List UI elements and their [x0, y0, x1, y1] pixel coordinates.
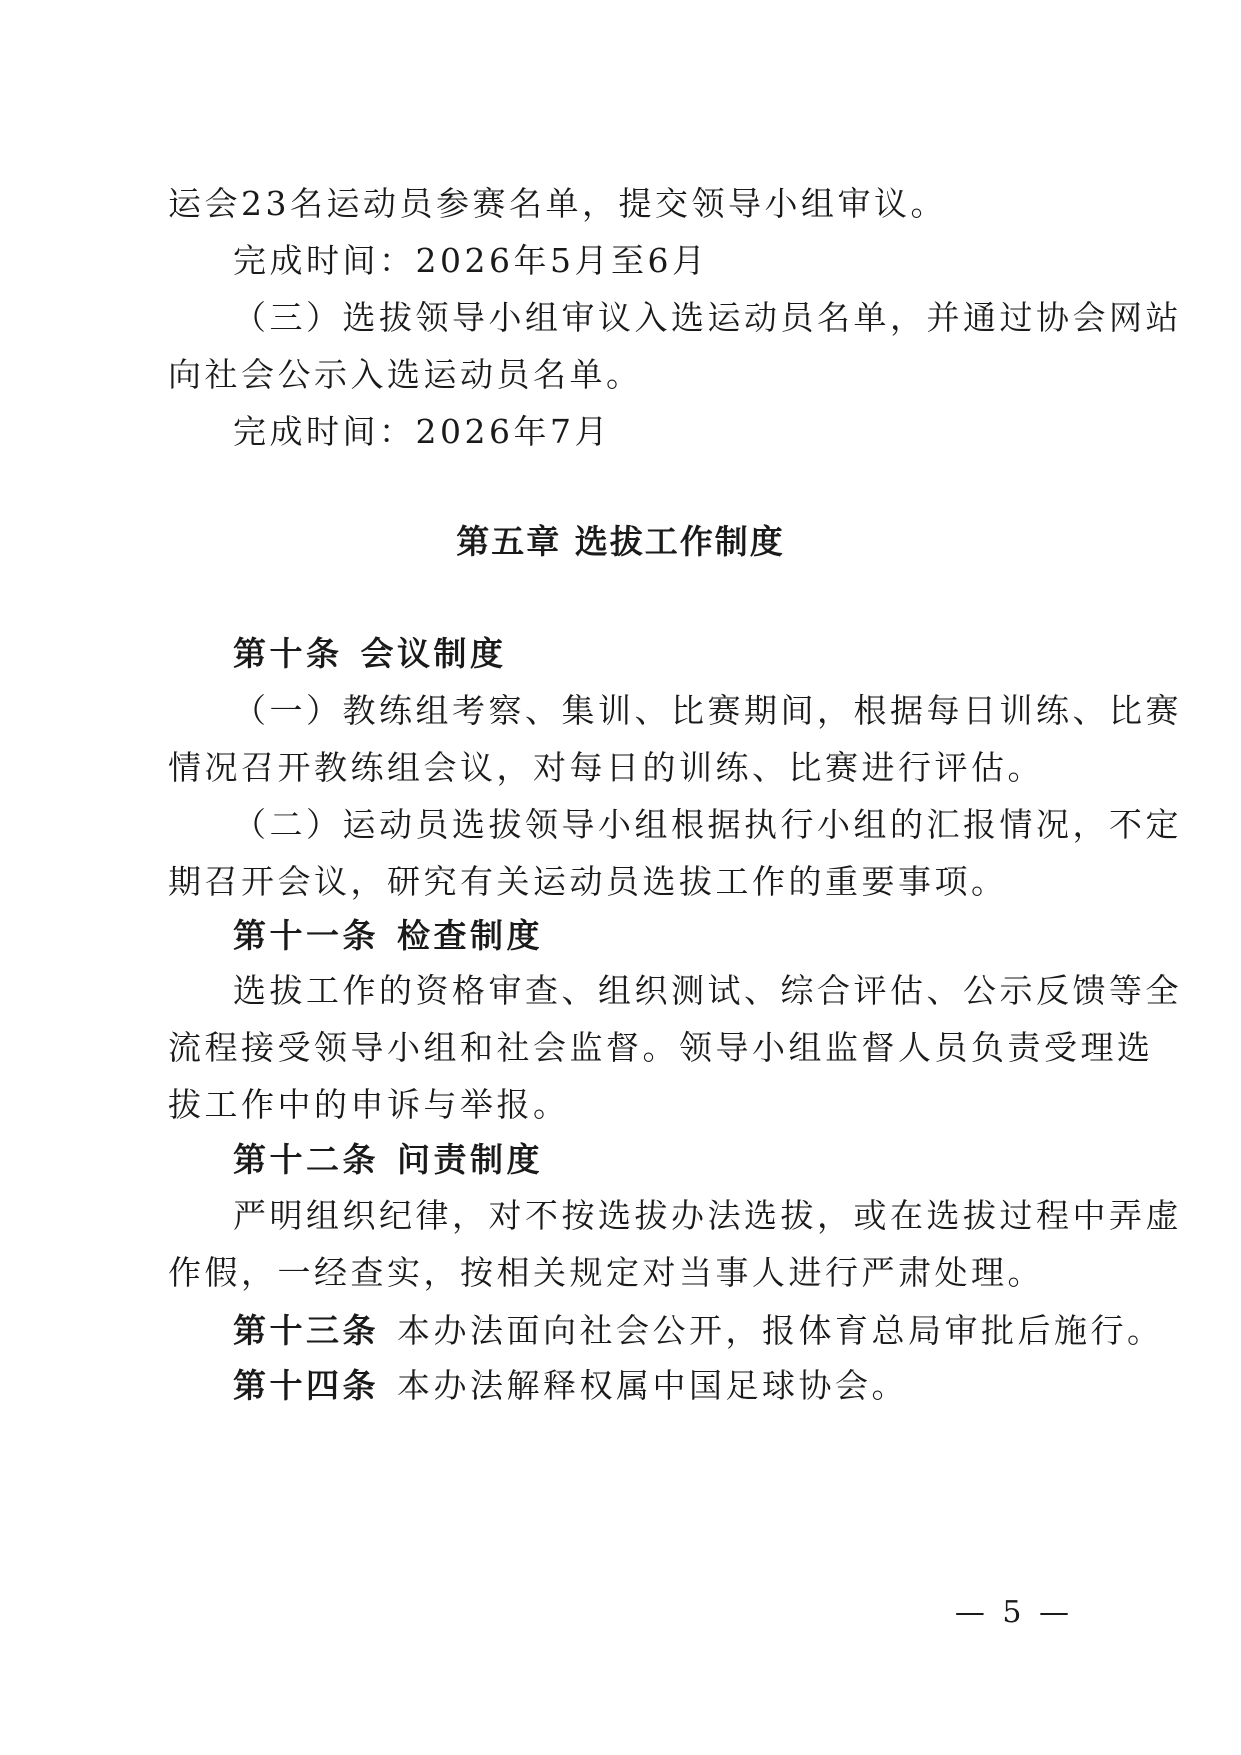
body-line: 作假，一经查实，按相关规定对当事人进行严肃处理。 — [168, 1253, 1044, 1292]
article-label: 第十条 — [233, 634, 343, 673]
article-text: 本办法解释权属中国足球协会。 — [397, 1366, 908, 1405]
body-line: 期召开会议，研究有关运动员选拔工作的重要事项。 — [168, 862, 1008, 901]
article-label: 第十三条 — [233, 1311, 379, 1350]
body-line: 严明组织纪律，对不按选拔办法选拔，或在选拔过程中弄虚 — [233, 1196, 1182, 1235]
article-title: 检查制度 — [397, 916, 543, 955]
chapter-title: 第五章 选拔工作制度 — [456, 522, 785, 561]
body-line: 向社会公示入选运动员名单。 — [168, 355, 643, 394]
article-title: 会议制度 — [360, 634, 507, 673]
completion-time: 完成时间：2026年7月 — [233, 412, 611, 451]
body-line: 选拔工作的资格审查、组织测试、综合评估、公示反馈等全 — [233, 971, 1182, 1010]
article-heading — [233, 1140, 1078, 1180]
body-line: 情况召开教练组会议，对每日的训练、比赛进行评估。 — [168, 748, 1044, 787]
article-title: 问责制度 — [397, 1140, 543, 1179]
article-text: 本办法面向社会公开，报体育总局审批后施行。 — [397, 1311, 1164, 1350]
body-line: 流程接受领导小组和社会监督。领导小组监督人员负责受理选 — [168, 1028, 1154, 1067]
article-label: 第十二条 — [233, 1140, 379, 1179]
article-label: 第十四条 — [233, 1366, 379, 1405]
article-heading — [233, 916, 1078, 956]
article-heading — [233, 634, 1078, 674]
body-line: 运会23名运动员参赛名单，提交领导小组审议。 — [168, 184, 947, 223]
body-line: （二）运动员选拔领导小组根据执行小组的汇报情况，不定 — [233, 805, 1182, 844]
body-line: （三）选拔领导小组审议入选运动员名单，并通过协会网站 — [233, 298, 1182, 337]
body-line: （一）教练组考察、集训、比赛期间，根据每日训练、比赛 — [233, 691, 1182, 730]
completion-time: 完成时间：2026年5月至6月 — [233, 241, 709, 280]
article-line — [233, 1366, 1078, 1406]
body-line: 拔工作中的申诉与举报。 — [168, 1085, 570, 1124]
article-line — [233, 1311, 1164, 1351]
page-number: — 5 — — [954, 1595, 1073, 1630]
article-label: 第十一条 — [233, 916, 379, 955]
